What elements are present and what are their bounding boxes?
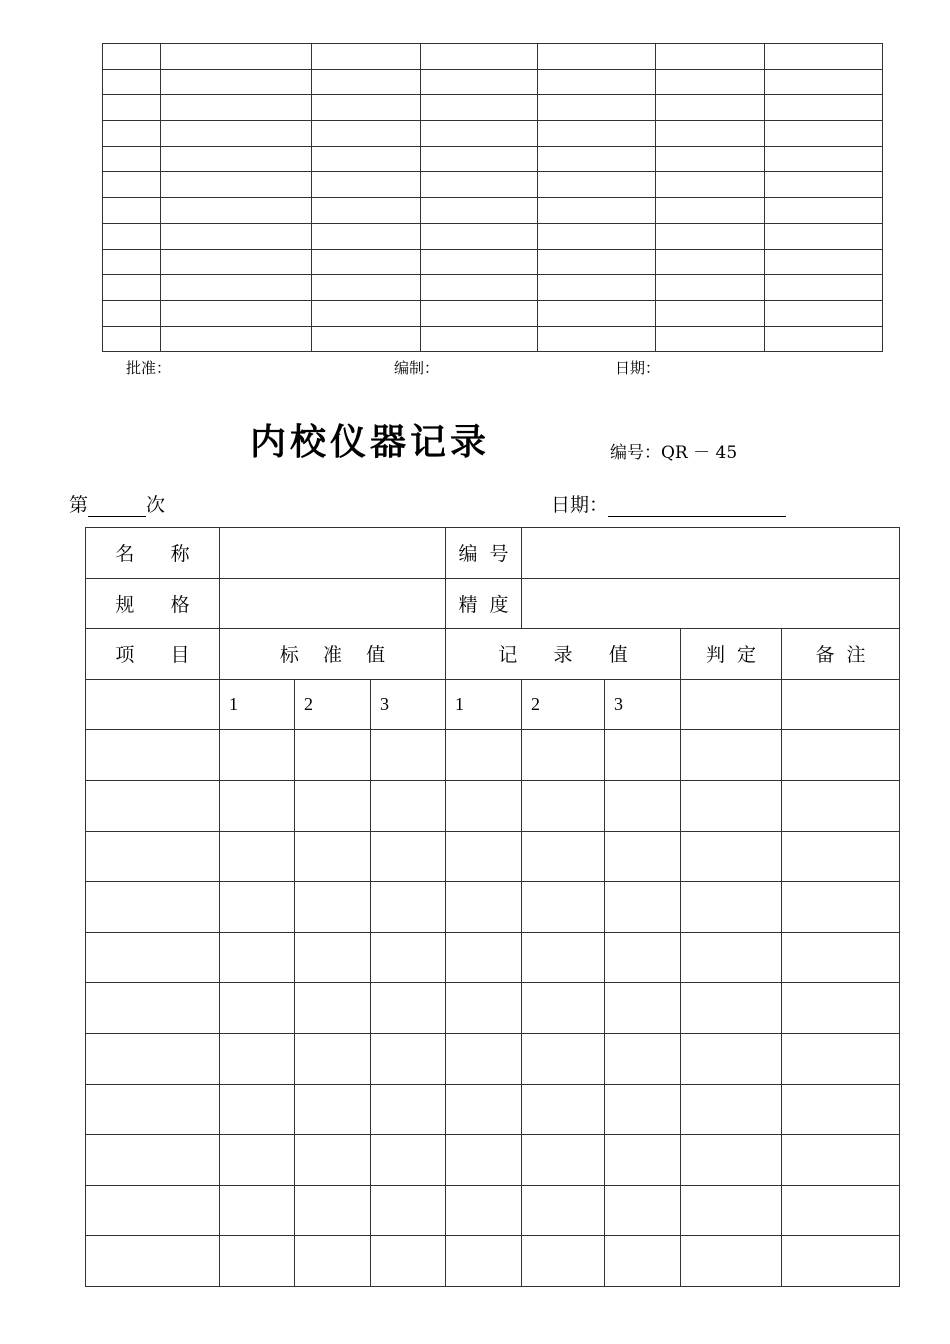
signature-date-label: 日期：	[615, 359, 661, 377]
record-cell[interactable]	[295, 1084, 371, 1135]
table-cell[interactable]	[312, 326, 421, 352]
judgement-header: 判 定	[681, 629, 782, 680]
table-cell[interactable]	[312, 223, 421, 249]
record-cell[interactable]	[522, 983, 605, 1034]
instrument-record-table	[85, 527, 900, 1287]
record-cell[interactable]	[446, 1033, 522, 1084]
table-cell[interactable]	[765, 223, 883, 249]
record-cell[interactable]	[782, 831, 900, 882]
table-cell[interactable]	[538, 249, 656, 275]
record-1-header: 1	[446, 679, 522, 730]
table-cell[interactable]	[103, 121, 161, 147]
table-cell[interactable]	[161, 223, 312, 249]
record-cell[interactable]	[86, 1185, 220, 1236]
record-cell[interactable]	[446, 730, 522, 781]
table-cell[interactable]	[421, 121, 538, 147]
table-cell[interactable]	[765, 275, 883, 301]
standard-3-header: 3	[371, 679, 446, 730]
table-row	[103, 249, 883, 275]
approve-label: 批准：	[126, 359, 172, 377]
table-cell[interactable]	[421, 275, 538, 301]
table-cell[interactable]	[538, 121, 656, 147]
record-cell[interactable]	[681, 1236, 782, 1287]
record-cell[interactable]	[605, 932, 681, 983]
record-cell[interactable]	[522, 1084, 605, 1135]
table-cell[interactable]	[421, 69, 538, 95]
record-cell[interactable]	[446, 780, 522, 831]
record-cell[interactable]	[371, 730, 446, 781]
record-cell[interactable]	[522, 831, 605, 882]
record-cell[interactable]	[681, 1135, 782, 1186]
record-cell[interactable]	[295, 780, 371, 831]
table-cell[interactable]	[312, 95, 421, 121]
table-cell[interactable]	[103, 223, 161, 249]
precision-label: 精 度	[446, 578, 522, 629]
table-cell[interactable]	[538, 95, 656, 121]
record-row	[86, 1084, 900, 1135]
record-cell[interactable]	[371, 831, 446, 882]
record-cell[interactable]	[295, 1236, 371, 1287]
record-cell[interactable]	[605, 882, 681, 933]
precision-value-cell[interactable]	[522, 578, 900, 629]
table-cell[interactable]	[656, 223, 765, 249]
record-cell[interactable]	[681, 780, 782, 831]
table-cell[interactable]	[421, 146, 538, 172]
table-cell[interactable]	[538, 198, 656, 224]
form-code: 编号：QR － 45	[610, 443, 738, 463]
record-cell[interactable]	[446, 1236, 522, 1287]
table-cell[interactable]	[765, 44, 883, 70]
remark-cell[interactable]	[782, 679, 900, 730]
top-blank-table	[102, 43, 883, 352]
standard-1-header: 1	[220, 679, 295, 730]
record-cell[interactable]	[86, 882, 220, 933]
record-cell[interactable]	[295, 882, 371, 933]
table-row	[103, 121, 883, 147]
record-cell[interactable]	[782, 983, 900, 1034]
record-cell[interactable]	[295, 831, 371, 882]
record-row	[86, 831, 900, 882]
record-cell[interactable]	[86, 1135, 220, 1186]
table-cell[interactable]	[765, 300, 883, 326]
table-row	[103, 44, 883, 70]
record-cell[interactable]	[86, 730, 220, 781]
record-cell[interactable]	[295, 1185, 371, 1236]
table-cell[interactable]	[656, 95, 765, 121]
table-row	[103, 95, 883, 121]
record-cell[interactable]	[446, 882, 522, 933]
table-cell[interactable]	[538, 69, 656, 95]
table-cell[interactable]	[765, 198, 883, 224]
record-cell[interactable]	[220, 1033, 295, 1084]
record-row	[86, 1236, 900, 1287]
record-row	[86, 1033, 900, 1084]
record-cell[interactable]	[371, 932, 446, 983]
name-label: 名 称	[86, 528, 220, 579]
table-cell[interactable]	[161, 146, 312, 172]
table-cell[interactable]	[103, 172, 161, 198]
table-cell[interactable]	[421, 300, 538, 326]
record-cell[interactable]	[86, 983, 220, 1034]
table-cell[interactable]	[161, 300, 312, 326]
record-cell[interactable]	[605, 1084, 681, 1135]
table-cell[interactable]	[103, 44, 161, 70]
record-cell[interactable]	[220, 730, 295, 781]
record-cell[interactable]	[446, 932, 522, 983]
table-cell[interactable]	[312, 275, 421, 301]
record-cell[interactable]	[220, 1236, 295, 1287]
record-cell[interactable]	[522, 1135, 605, 1186]
record-cell[interactable]	[782, 932, 900, 983]
record-row	[86, 780, 900, 831]
record-cell[interactable]	[782, 1236, 900, 1287]
record-cell[interactable]	[371, 983, 446, 1034]
number-label: 编 号	[446, 528, 522, 579]
table-cell[interactable]	[103, 249, 161, 275]
table-cell[interactable]	[765, 326, 883, 352]
table-cell[interactable]	[103, 95, 161, 121]
record-cell[interactable]	[371, 1135, 446, 1186]
record-cell[interactable]	[86, 780, 220, 831]
judgement-cell[interactable]	[681, 679, 782, 730]
record-cell[interactable]	[220, 932, 295, 983]
record-cell[interactable]	[371, 1185, 446, 1236]
record-cell[interactable]	[681, 932, 782, 983]
record-cell[interactable]	[605, 730, 681, 781]
table-cell[interactable]	[312, 146, 421, 172]
record-cell[interactable]	[681, 1084, 782, 1135]
table-cell[interactable]	[103, 69, 161, 95]
record-cell[interactable]	[605, 1236, 681, 1287]
sub-header-row	[86, 679, 900, 730]
table-cell[interactable]	[103, 300, 161, 326]
count-prefix: 第	[69, 494, 89, 516]
name-value-cell[interactable]	[220, 528, 446, 579]
table-cell[interactable]	[765, 249, 883, 275]
table-cell[interactable]	[161, 326, 312, 352]
record-cell[interactable]	[522, 1033, 605, 1084]
table-cell[interactable]	[312, 249, 421, 275]
record-cell[interactable]	[220, 831, 295, 882]
table-cell[interactable]	[312, 121, 421, 147]
record-cell[interactable]	[681, 983, 782, 1034]
spec-row	[86, 578, 900, 629]
date-label: 日期：	[551, 494, 609, 516]
record-cell[interactable]	[522, 882, 605, 933]
record-cell[interactable]	[522, 932, 605, 983]
record-cell[interactable]	[295, 1033, 371, 1084]
table-cell[interactable]	[656, 249, 765, 275]
record-cell[interactable]	[605, 831, 681, 882]
record-cell[interactable]	[220, 1185, 295, 1236]
record-cell[interactable]	[220, 1135, 295, 1186]
record-row	[86, 932, 900, 983]
record-row	[86, 983, 900, 1034]
count-suffix: 次	[146, 494, 166, 516]
table-cell[interactable]	[103, 198, 161, 224]
table-cell[interactable]	[538, 300, 656, 326]
standard-value-header: 标 准 值	[220, 629, 446, 680]
table-cell[interactable]	[656, 172, 765, 198]
record-cell[interactable]	[446, 831, 522, 882]
table-row	[103, 326, 883, 352]
table-cell[interactable]	[656, 198, 765, 224]
record-cell[interactable]	[522, 780, 605, 831]
table-cell[interactable]	[161, 121, 312, 147]
record-cell[interactable]	[371, 882, 446, 933]
record-cell[interactable]	[605, 1185, 681, 1236]
record-cell[interactable]	[371, 1033, 446, 1084]
table-cell[interactable]	[765, 146, 883, 172]
table-cell[interactable]	[538, 146, 656, 172]
table-cell[interactable]	[312, 44, 421, 70]
record-cell[interactable]	[295, 730, 371, 781]
record-cell[interactable]	[86, 1084, 220, 1135]
record-cell[interactable]	[681, 882, 782, 933]
table-cell[interactable]	[421, 198, 538, 224]
record-cell[interactable]	[782, 882, 900, 933]
table-cell[interactable]	[421, 44, 538, 70]
record-cell[interactable]	[220, 780, 295, 831]
standard-2-header: 2	[295, 679, 371, 730]
table-cell[interactable]	[161, 198, 312, 224]
record-cell[interactable]	[681, 730, 782, 781]
record-cell[interactable]	[371, 1236, 446, 1287]
table-row	[103, 146, 883, 172]
table-cell[interactable]	[312, 198, 421, 224]
record-cell[interactable]	[220, 882, 295, 933]
record-cell[interactable]	[782, 1084, 900, 1135]
header-row	[86, 629, 900, 680]
record-value-header: 记 录 值	[446, 629, 681, 680]
record-2-header: 2	[522, 679, 605, 730]
record-cell[interactable]	[681, 1185, 782, 1236]
record-cell[interactable]	[681, 1033, 782, 1084]
record-row	[86, 1185, 900, 1236]
table-cell[interactable]	[312, 300, 421, 326]
record-cell[interactable]	[605, 1135, 681, 1186]
record-cell[interactable]	[782, 1185, 900, 1236]
table-cell[interactable]	[161, 69, 312, 95]
table-cell[interactable]	[312, 69, 421, 95]
record-cell[interactable]	[86, 1033, 220, 1084]
table-cell[interactable]	[103, 146, 161, 172]
table-cell[interactable]	[421, 223, 538, 249]
prepare-label: 编制：	[394, 359, 440, 377]
record-cell[interactable]	[522, 730, 605, 781]
remark-header: 备 注	[782, 629, 900, 680]
item-cell[interactable]	[86, 679, 220, 730]
record-cell[interactable]	[86, 932, 220, 983]
record-cell[interactable]	[220, 1084, 295, 1135]
name-row	[86, 528, 900, 579]
table-cell[interactable]	[656, 146, 765, 172]
table-cell[interactable]	[538, 223, 656, 249]
table-cell[interactable]	[538, 326, 656, 352]
table-cell[interactable]	[765, 95, 883, 121]
table-cell[interactable]	[103, 326, 161, 352]
record-cell[interactable]	[371, 1084, 446, 1135]
record-cell[interactable]	[605, 983, 681, 1034]
record-cell[interactable]	[371, 780, 446, 831]
table-cell[interactable]	[656, 275, 765, 301]
record-cell[interactable]	[522, 1236, 605, 1287]
table-cell[interactable]	[161, 275, 312, 301]
record-cell[interactable]	[782, 1033, 900, 1084]
date-blank[interactable]	[608, 498, 786, 517]
record-row	[86, 882, 900, 933]
record-row	[86, 730, 900, 781]
table-cell[interactable]	[421, 172, 538, 198]
spec-label: 规 格	[86, 578, 220, 629]
record-cell[interactable]	[782, 780, 900, 831]
table-cell[interactable]	[312, 172, 421, 198]
record-cell[interactable]	[220, 983, 295, 1034]
table-cell[interactable]	[421, 326, 538, 352]
table-cell[interactable]	[161, 44, 312, 70]
number-value-cell[interactable]	[522, 528, 900, 579]
table-row	[103, 172, 883, 198]
record-cell[interactable]	[446, 1185, 522, 1236]
form-title: 内校仪器记录	[250, 421, 491, 463]
table-cell[interactable]	[161, 172, 312, 198]
table-cell[interactable]	[656, 69, 765, 95]
table-cell[interactable]	[538, 172, 656, 198]
table-row	[103, 69, 883, 95]
record-cell[interactable]	[446, 1084, 522, 1135]
record-cell[interactable]	[782, 1135, 900, 1186]
record-cell[interactable]	[605, 1033, 681, 1084]
table-row	[103, 300, 883, 326]
record-cell[interactable]	[522, 1185, 605, 1236]
table-cell[interactable]	[103, 275, 161, 301]
record-cell[interactable]	[295, 932, 371, 983]
table-cell[interactable]	[421, 249, 538, 275]
record-cell[interactable]	[295, 1135, 371, 1186]
record-cell[interactable]	[86, 831, 220, 882]
record-cell[interactable]	[782, 730, 900, 781]
record-cell[interactable]	[295, 983, 371, 1034]
table-cell[interactable]	[161, 249, 312, 275]
date-field	[551, 490, 786, 517]
record-cell[interactable]	[605, 780, 681, 831]
table-cell[interactable]	[538, 275, 656, 301]
record-cell[interactable]	[86, 1236, 220, 1287]
table-cell[interactable]	[765, 172, 883, 198]
table-cell[interactable]	[656, 44, 765, 70]
count-blank[interactable]	[88, 498, 146, 517]
table-cell[interactable]	[656, 121, 765, 147]
table-cell[interactable]	[421, 95, 538, 121]
table-row	[103, 223, 883, 249]
record-row	[86, 1135, 900, 1186]
table-row	[103, 275, 883, 301]
record-cell[interactable]	[681, 831, 782, 882]
table-cell[interactable]	[656, 326, 765, 352]
table-cell[interactable]	[765, 69, 883, 95]
item-header: 项 目	[86, 629, 220, 680]
table-cell[interactable]	[538, 44, 656, 70]
table-row	[103, 198, 883, 224]
record-cell[interactable]	[446, 983, 522, 1034]
table-cell[interactable]	[656, 300, 765, 326]
count-field	[69, 490, 165, 517]
table-cell[interactable]	[765, 121, 883, 147]
record-cell[interactable]	[446, 1135, 522, 1186]
record-3-header: 3	[605, 679, 681, 730]
table-cell[interactable]	[161, 95, 312, 121]
spec-value-cell[interactable]	[220, 578, 446, 629]
